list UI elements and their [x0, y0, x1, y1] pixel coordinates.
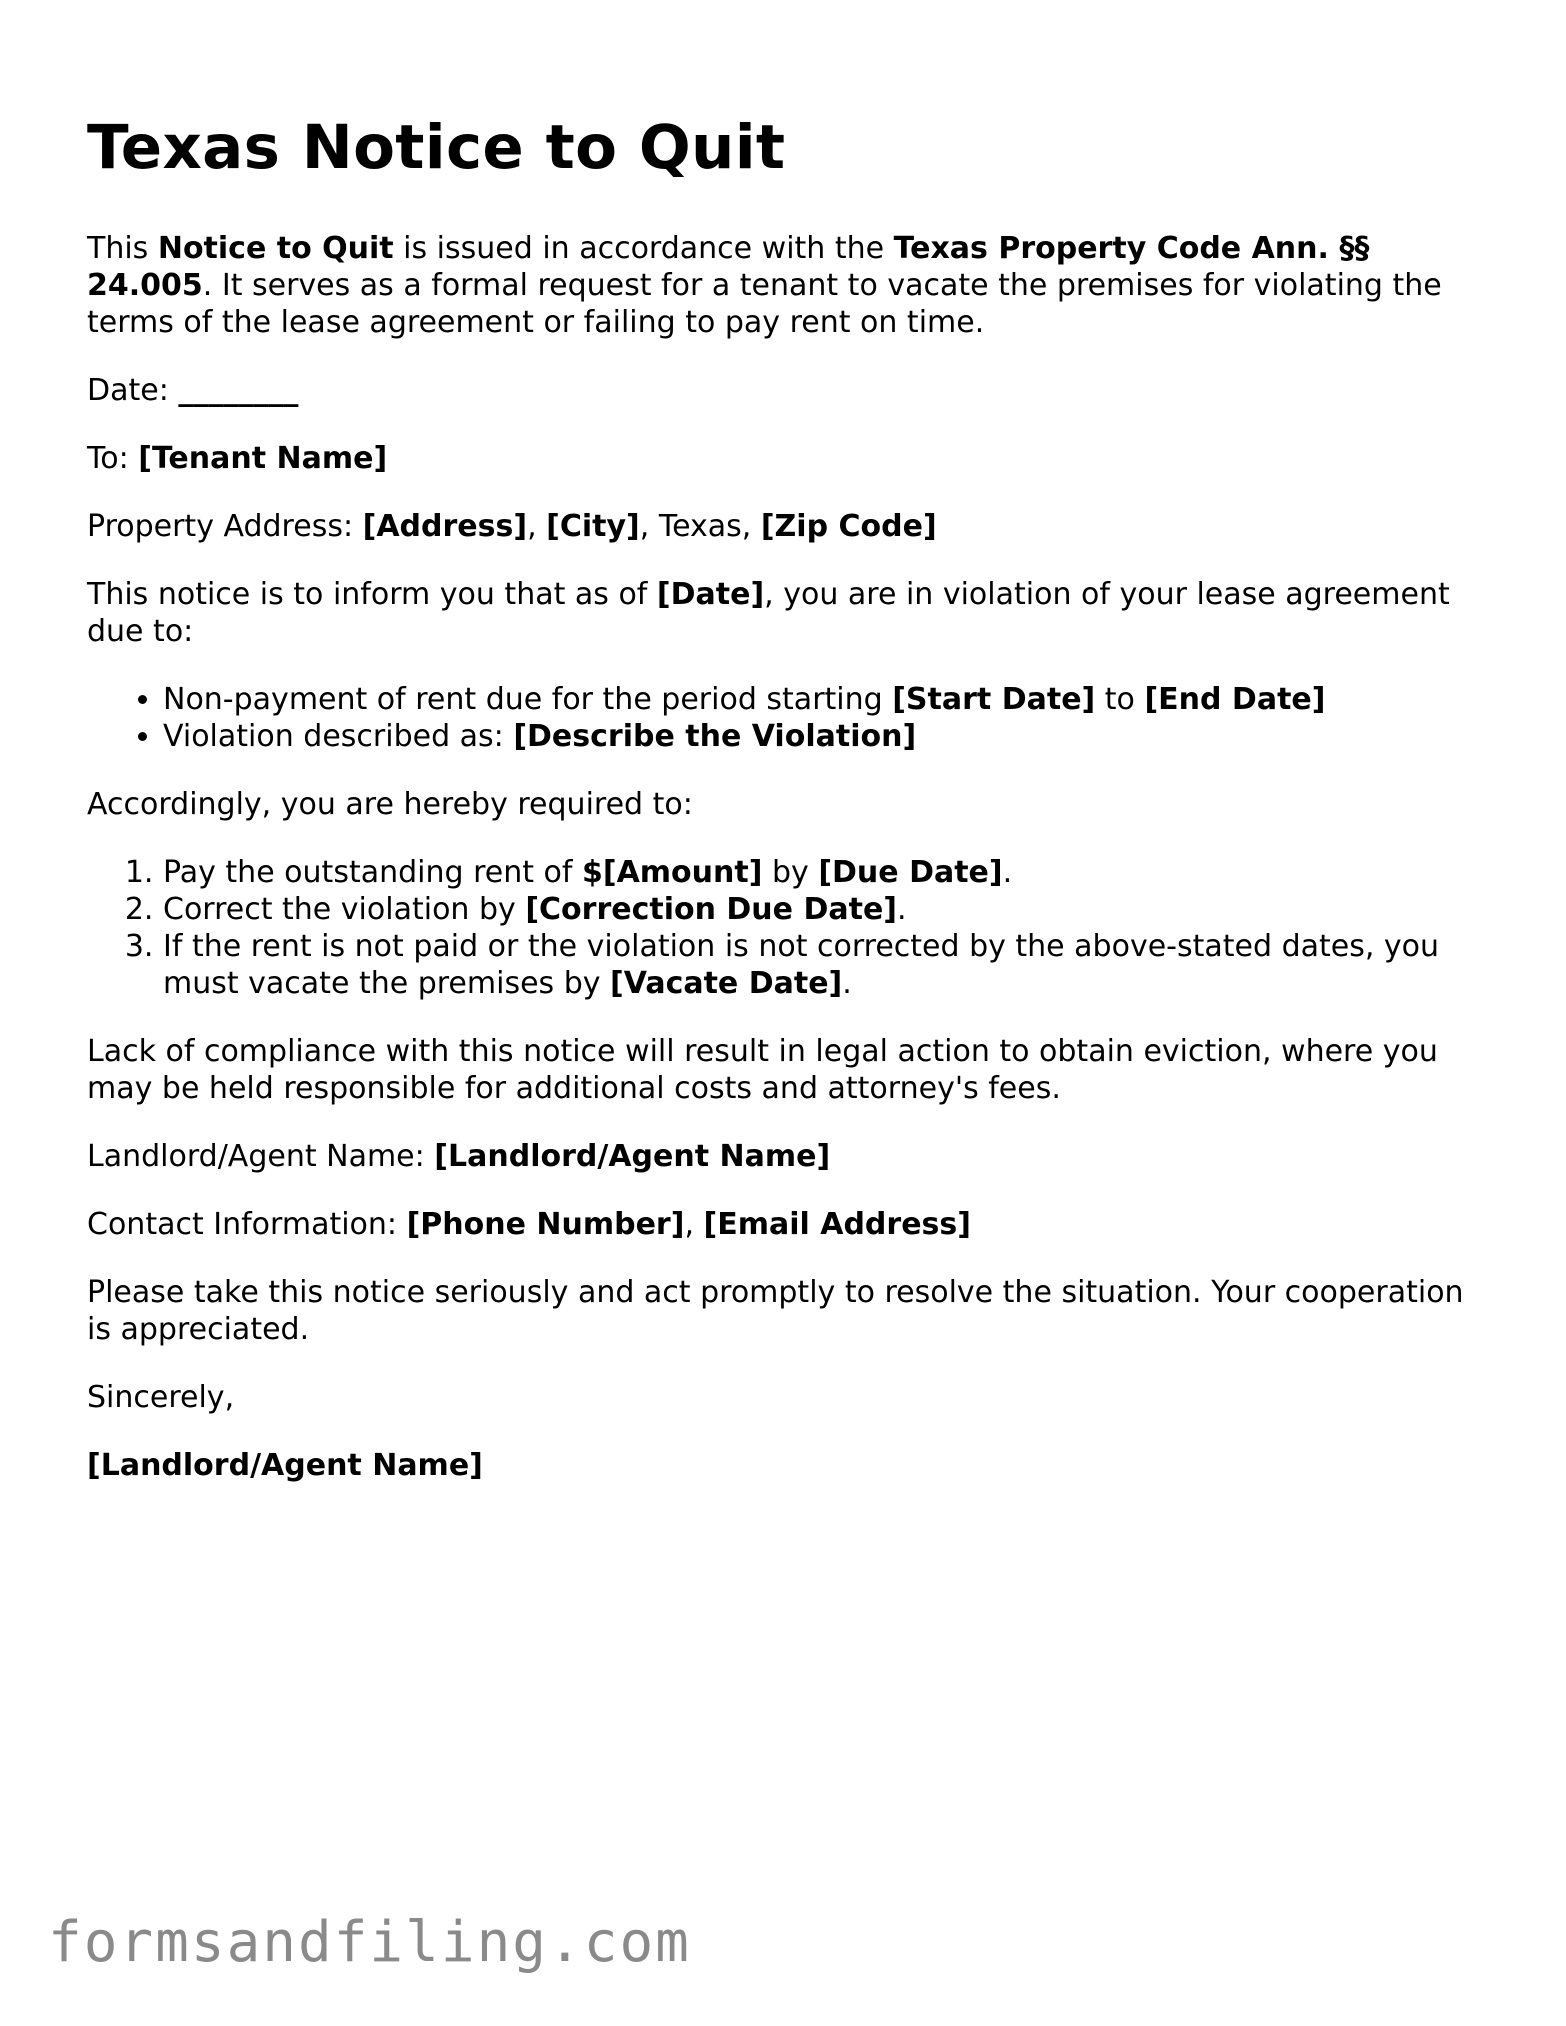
email-placeholder: [Email Address]: [703, 1207, 971, 1242]
violation-notice-paragraph: This notice is to inform you that as of [Date], you are in violation of your lease agreement due to:: [87, 577, 1450, 649]
reasons-list: [87, 681, 1487, 755]
date-blank: ________: [178, 373, 299, 408]
tenant-name-placeholder: [Tenant Name]: [138, 441, 388, 476]
document-page: [87, 108, 1487, 1515]
closing-request-paragraph: Please take this notice seriously and act promptly to resolve the situation. Your cooperation is appreciated.: [87, 1275, 1464, 1347]
city-placeholder: [City]: [546, 509, 640, 544]
watermark: formsandfiling.com: [48, 1910, 691, 1975]
property-address-label: Property Address:: [87, 509, 363, 544]
requirements-intro: Accordingly, you are hereby required to:: [87, 787, 693, 822]
violation-date-placeholder: [Date]: [656, 577, 765, 612]
landlord-label: Landlord/Agent Name:: [87, 1139, 435, 1174]
contact-label: Contact Information:: [87, 1207, 407, 1242]
signature-placeholder: [Landlord/Agent Name]: [87, 1448, 483, 1483]
vacate-date-placeholder: [Vacate Date]: [610, 966, 843, 1001]
compliance-paragraph: Lack of compliance with this notice will result in legal action to obtain eviction, where you may be held responsible for additional costs and attorney's fees.: [87, 1034, 1438, 1106]
reason-nonpayment: • Non-payment of rent due for the period starting [Start Date] to [End Date]: [163, 681, 1487, 718]
sign-off: Sincerely,: [87, 1380, 235, 1415]
property-address-line: Property Address: [Address], [City], Texas, [Zip Code]: [87, 509, 937, 544]
address-placeholder: [Address]: [362, 509, 528, 544]
notice-to-quit-term: Notice to Quit: [157, 231, 394, 266]
amount-placeholder: $[Amount]: [581, 855, 763, 890]
zip-placeholder: [Zip Code]: [760, 509, 937, 544]
phone-placeholder: [Phone Number]: [406, 1207, 685, 1242]
to-label: To:: [87, 441, 139, 476]
document-title: Texas Notice to Quit: [87, 112, 786, 183]
landlord-name-placeholder: [Landlord/Agent Name]: [434, 1139, 831, 1174]
requirement-correct-violation: 2. Correct the violation by [Correction Due Date].: [163, 891, 1487, 928]
date-line: [87, 372, 1487, 409]
requirements-list: [87, 854, 1487, 1002]
due-date-placeholder: [Due Date]: [818, 855, 1003, 890]
violation-description-placeholder: [Describe the Violation]: [513, 719, 917, 754]
end-date-placeholder: [End Date]: [1144, 682, 1326, 717]
to-line: [87, 440, 1487, 477]
contact-line: Contact Information: [Phone Number], [Email Address]: [87, 1207, 971, 1242]
requirement-vacate: 3. If the rent is not paid or the violation is not corrected by the above-stated dates, you must vacate the premises by [Vacate Date].: [163, 928, 1487, 1002]
intro-paragraph: This Notice to Quit is issued in accordance with the Texas Property Code Ann. §§ 24.005. It serves as a formal request for a tenant to vacate the premises for violating the terms of the lease agreement or failing to pay rent on time.: [87, 231, 1442, 340]
landlord-line: [87, 1138, 1487, 1175]
start-date-placeholder: [Start Date]: [892, 682, 1096, 717]
requirement-pay-rent: 1. Pay the outstanding rent of $[Amount] by [Due Date].: [163, 854, 1487, 891]
reason-violation: • Violation described as: [Describe the Violation]: [163, 718, 1487, 755]
date-label: Date:: [87, 373, 179, 408]
correction-due-date-placeholder: [Correction Due Date]: [525, 892, 898, 927]
property-code-reference: Texas Property Code Ann. §§ 24.005: [87, 231, 1370, 303]
